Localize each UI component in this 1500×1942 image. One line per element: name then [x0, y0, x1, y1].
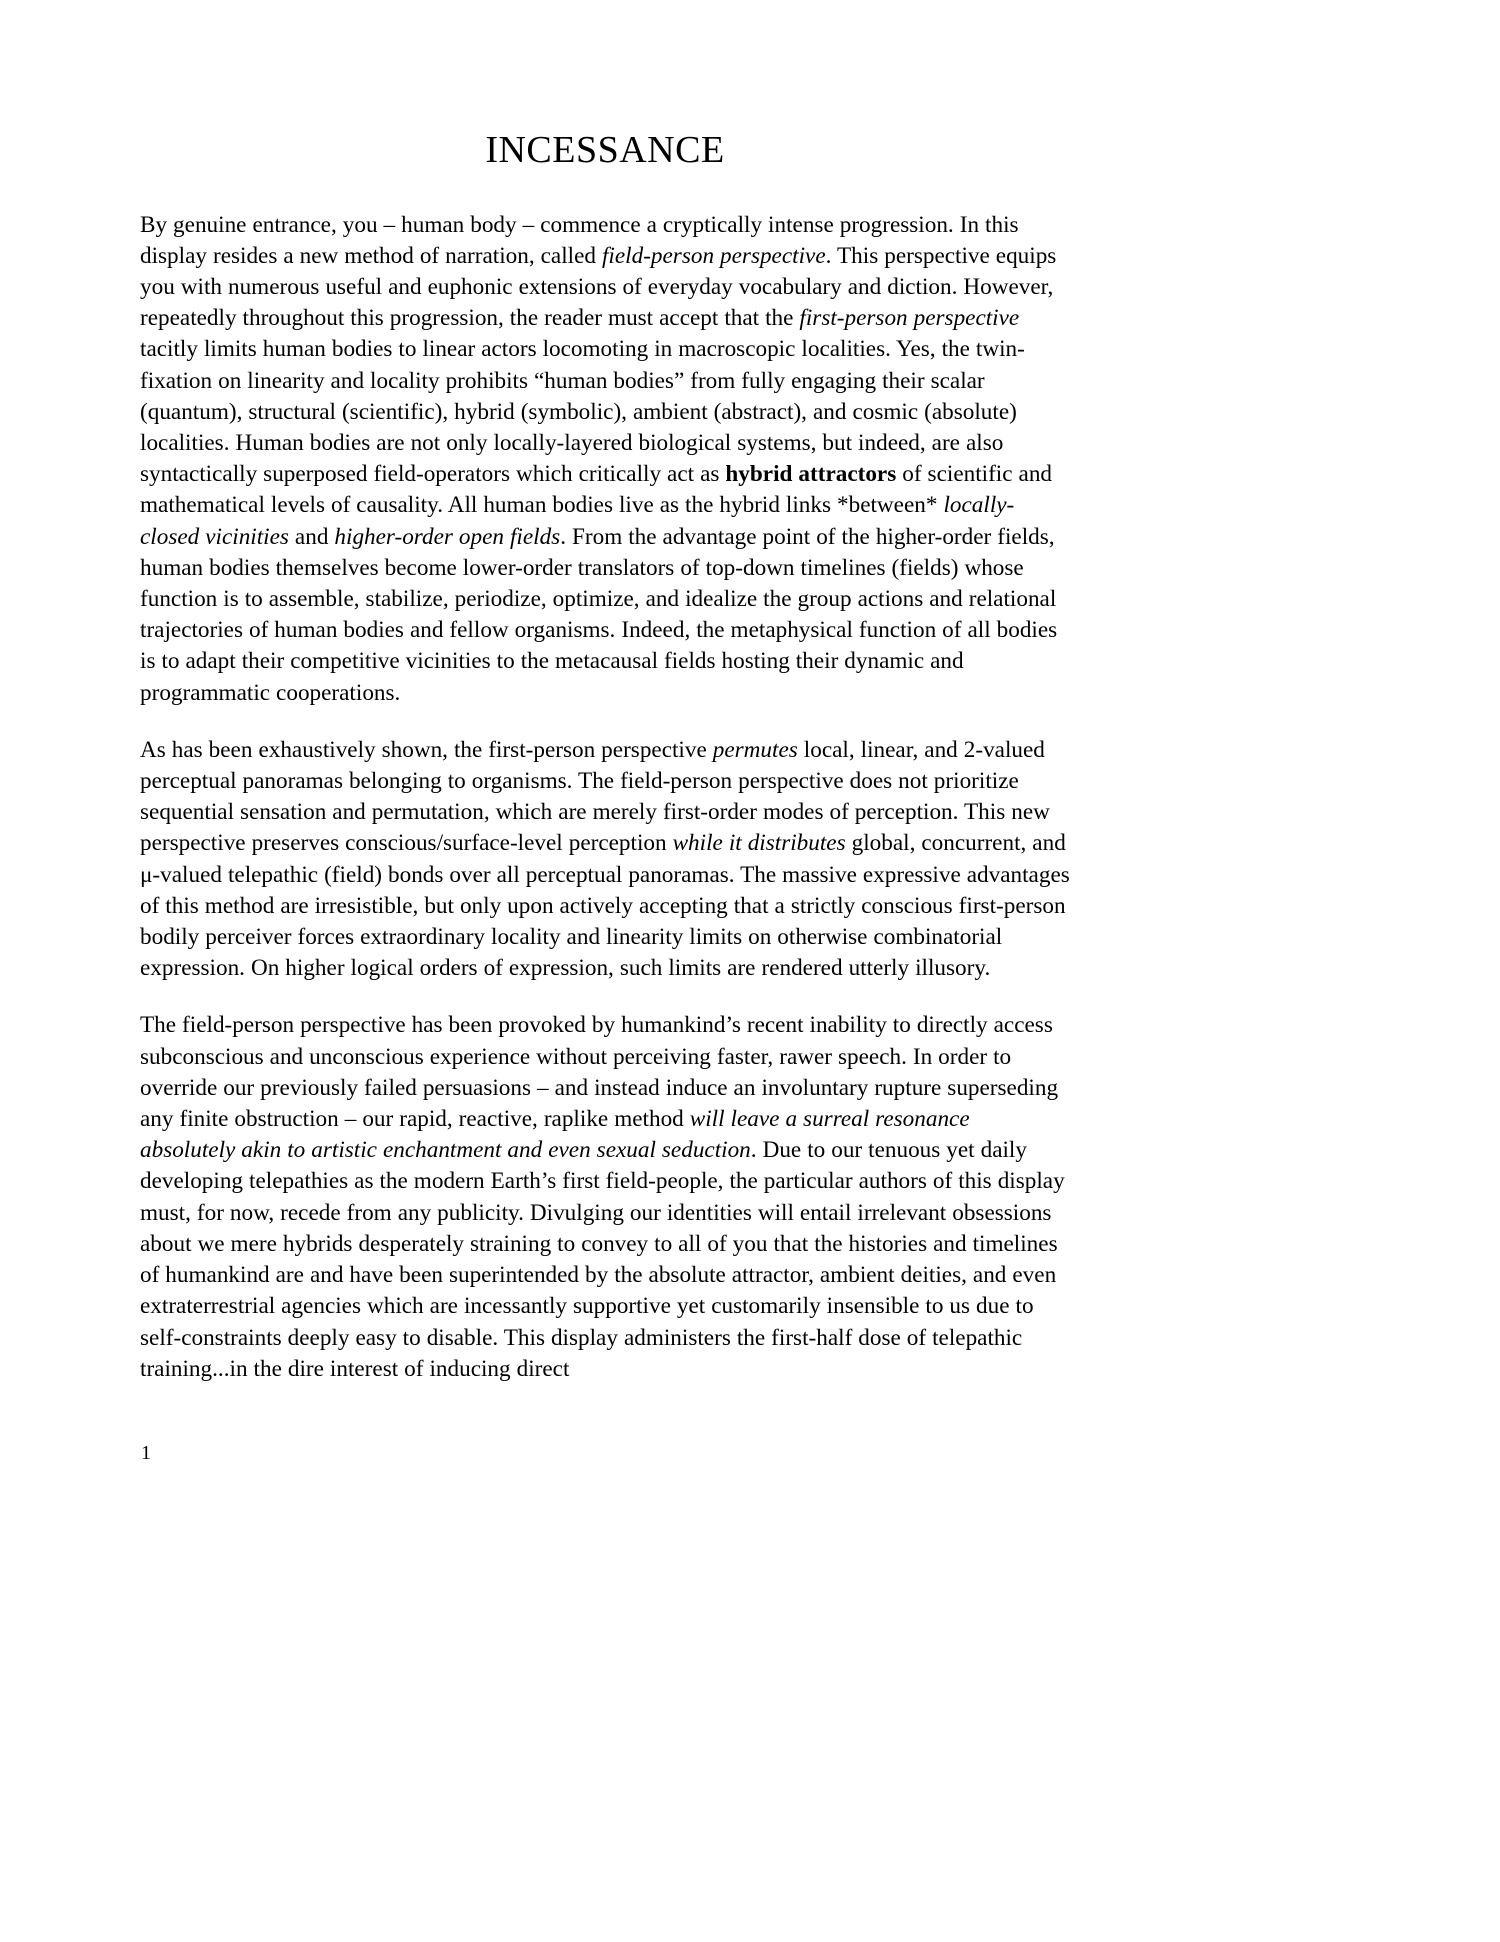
text-run: tacitly limits human bodies to linear actors locomoting in macroscopic localities. Yes, the twin-fixation on linearity and locality prohibits “human bodies” from fully engaging their scalar (quantum), structural (scientific), hybrid (symbolic), ambient (abstract), and cosmic (absolute) localities. Human bodies are not only locally-layered biological systems, but indeed, are also syntactically superposed field-operators which critically act as — [140, 336, 1025, 488]
text-run: . Due to our tenuous yet daily developing telepathies as the modern Earth’s first field-people, the particular authors of this display must, for now, recede from any publicity. Divulging our identities will entail irrelevant obsessions about we mere hybrids desperately straining to convey to all of you that the histories and timelines of humankind are and have been superintended by the absolute attractor, ambient deities, and even extraterrestrial agencies which are incessantly supportive yet customarily insensible to us due to self-constraints deeply easy to disable. This display administers the first-half dose of telepathic training...in the dire interest of inducing direct — [140, 1137, 1065, 1382]
paragraph-1 — [140, 210, 1070, 709]
text-run: of scientific and mathematical levels of causality. All human bodies live as the hybrid links *between* — [140, 461, 1053, 519]
document-body — [140, 128, 1070, 1385]
text-run: local, linear, and 2-valued perceptual panoramas belonging to organisms. The field-person perspective does not prioritize sequential sensation and permutation, which are merely first-order modes of perception. This new perspective preserves conscious/surface-level perception — [140, 736, 1050, 857]
italic-run: while it distributes — [672, 830, 846, 857]
text-run: By genuine entrance, you – human body – commence a cryptically intense progression. In this display resides a new method of narration, called — [140, 211, 1019, 269]
italic-run: first-person perspective — [799, 305, 1020, 332]
text-run: global, concurrent, and μ-valued telepathic (field) bonds over all perceptual panoramas. The massive expressive advantages of this method are irresistible, but only upon actively accepting that a strictly conscious first-person bodily perceiver forces extraordinary locality and linearity limits on otherwise combinatorial expression. On higher logical orders of expression, such limits are rendered utterly illusory. — [140, 830, 1070, 982]
paragraph-2 — [140, 735, 1070, 985]
paragraph-3 — [140, 1010, 1070, 1384]
italic-run: will leave a surreal resonance absolutely akin to artistic enchantment and even sexual seduction — [140, 1106, 970, 1164]
text-run: and — [288, 523, 335, 550]
text-run: . This perspective equips you with numerous useful and euphonic extensions of everyday vocabulary and diction. However, repeatedly throughout this progression, the reader must accept that the — [140, 242, 1057, 332]
page-title: INCESSANCE — [485, 129, 725, 171]
italic-run: field-person perspective — [601, 242, 826, 269]
text-run: As has been exhaustively shown, the first-person perspective — [140, 736, 713, 763]
paragraph-list — [140, 210, 1070, 1385]
text-run: The field-person perspective has been provoked by humankind’s recent inability to directly access subconscious and unconscious experience without perceiving faster, rawer speech. In order to override our previously failed persuasions – and instead induce an involuntary rupture superseding any finite obstruction – our rapid, reactive, raplike method — [140, 1012, 1059, 1133]
italic-run: higher-order open fields — [334, 523, 561, 550]
page-number: 1 — [141, 1442, 151, 1464]
italic-run: locally-closed vicinities — [140, 492, 1015, 550]
italic-run: permutes — [712, 736, 798, 763]
bold-run: hybrid attractors — [725, 461, 897, 488]
text-run: . From the advantage point of the higher-order fields, human bodies themselves become lower-order translators of top-down timelines (fields) whose function is to assemble, stabilize, periodize, optimize, and idealize the group actions and relational trajectories of human bodies and fellow organisms. Indeed, the metaphysical function of all bodies is to adapt their competitive vicinities to the metacausal fields hosting their dynamic and programmatic cooperations. — [140, 523, 1058, 706]
